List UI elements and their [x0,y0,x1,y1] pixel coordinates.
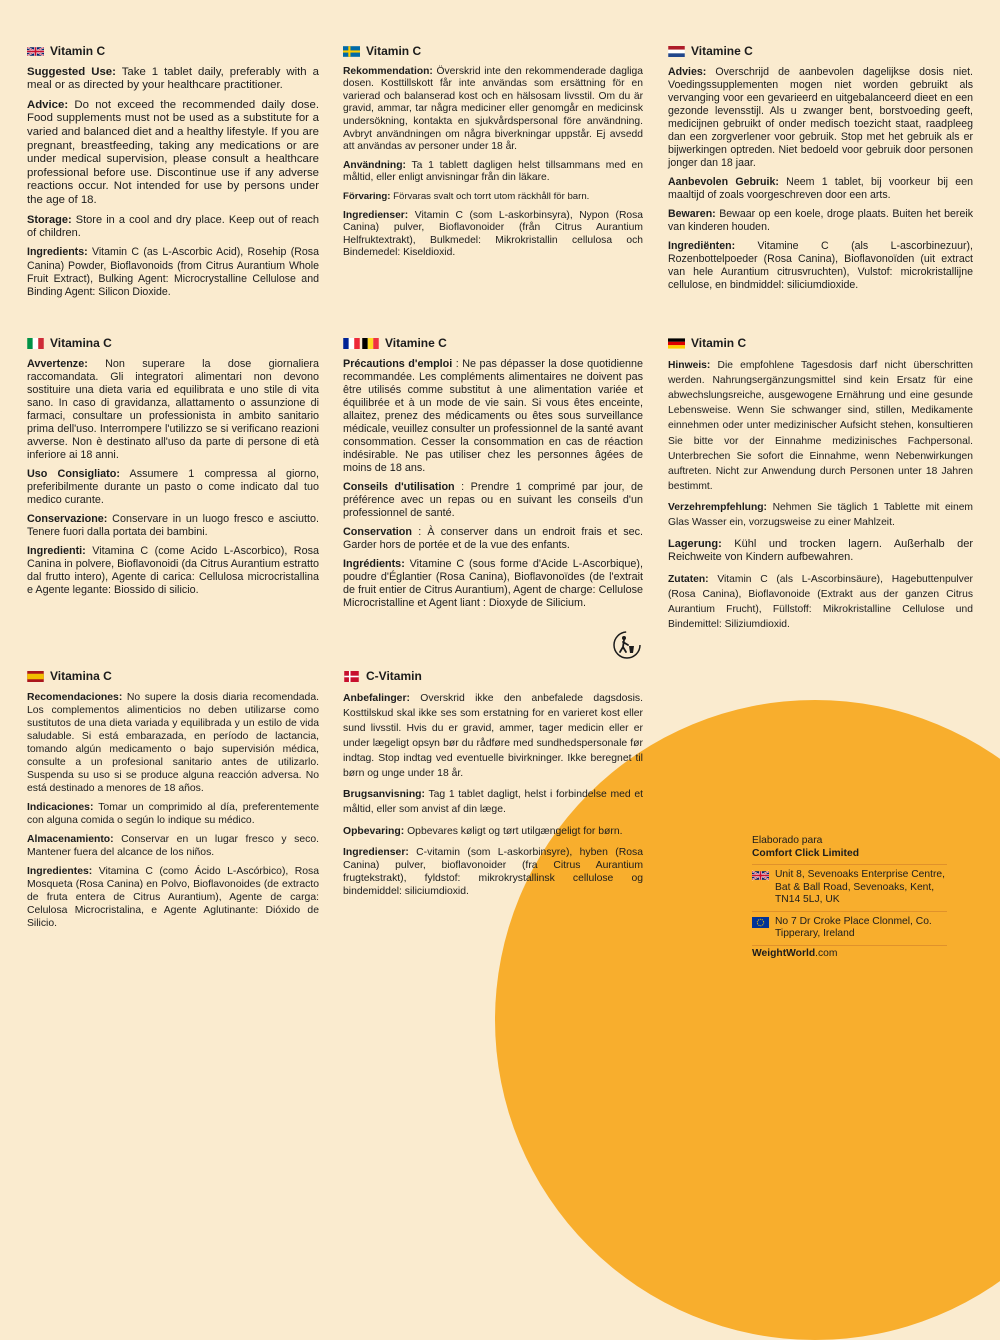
section-it [27,337,319,603]
germany-flag-icon [668,338,685,349]
paragraph-use: Användning: Ta 1 tablett dagligen helst tillsammans med en måltid, eller enligt anvisningar från din läkare. [343,159,643,184]
paragraph-recommendation: Rekommendation: Överskrid inte den rekommenderade dagliga dosen. Kosttillskott får inte användas som ersättning för en varierad och balanserad kost och en hälsosam livsstil. Om du är gravid, ammar, tar några mediciner eller genomgår en medicinsk undersökning, kontakta en sjukvårdspersonal före användning. Avbryt användningen om några biverkningar uppstår. Ej avsedd att användas av personer under 18 år. [343,65,643,153]
paragraph-recommendations: Recomendaciones: No supere la dosis diaria recomendada. Los complementos alimenticios no deben utilizarse como sustitutos de una dieta variada y equilibrada y un estilo de vida saludable. Si está embarazada, en período de lactancia, tomando algún medicamento o bajo supervisión médica, consulte a un profesional sanitario antes de utilizarlo. Suspenda su uso si se produce alguna reacción adversa. No está destinado a menores de 18 años. [27,691,319,794]
paragraph-ingredients: Ingrédients: Vitamine C (sous forme d'Acide L-Ascorbique), poudre d'Églantier (Rosa Canina), Bioflavonoïdes (de l'extrait de fruit entier de Citrus Aurantium), Agent de charge: Cellulose Microcristalline et Agent liant : Dioxyde de Silicium. [343,557,643,609]
section-header [27,337,319,350]
section-en [27,45,319,305]
paragraph-advice: Advice: Do not exceed the recommended daily dose. Food supplements must not be used as a substitute for a varied and balanced diet and a healthy lifestyle. If you are pregnant, breastfeeding, taking any medications or are under medical supervision, please consult a healthcare professional before use. Discontinue use if any adverse reactions occur. Not intended for use by persons under the age of 18. [27,98,319,206]
paragraph-storage: Conservazione: Conservare in un luogo fresco e asciutto. Tenere fuori dalla portata dei bambini. [27,512,319,538]
uk-address: Unit 8, Sevenoaks Enterprise Centre, Bat & Ball Road, Sevenoaks, Kent, TN14 5LJ, UK [775,869,945,905]
paragraph-ingredients: Ingredienti: Vitamina C (come Acido L-Ascorbico), Rosa Canina in polvere, Bioflavonoidi (da Citrus Aurantium estratto dal frutto intero), Agente di carica: Cellulosa microcristallina e Agente legante: Biossido di silicio. [27,544,319,596]
paragraph-ingredients: Ingredientes: Vitamina C (como Ácido L-Ascórbico), Rosa Mosqueta (Rosa Canina) en Polvo, Bioflavonoides (de extracto de fruta entera de Citrus Aurantium), Agente de carga: Celulosa Microcristalina, e Agente Aglutinante: Dióxido de Silicio. [27,865,319,929]
section-header [27,45,319,58]
section-header [343,337,643,350]
sweden-flag-icon [343,46,360,57]
paragraph-use: Conseils d'utilisation : Prendre 1 comprimé par jour, de préférence avec un repas ou en suivant les conseils d'un professionnel de santé. [343,480,643,519]
paragraph-ingredients: Ingredienser: C-vitamin (som L-askorbinsyre), hyben (Rosa Canina) pulver, bioflavonoider (fra Citrus Aurantium frugtekstrakt), fyldstof: mikrokrystallinsk cellulose og bindemiddel: siliciumdioxid. [343,846,643,897]
netherlands-flag-icon [668,46,685,57]
eu-address-row [752,912,947,946]
spain-flag-icon [27,671,44,682]
uk-flag-icon [752,870,769,881]
paragraph-use: Brugsanvisning: Tag 1 tablet dagligt, helst i forbindelse med et måltid, eller som anvist af din læge. [343,788,643,815]
section-sv [343,45,643,266]
paragraph-storage: Almacenamiento: Conservar en un lugar fresco y seco. Mantener fuera del alcance de los niños. [27,833,319,858]
company-name: Comfort Click Limited [752,848,947,866]
section-nl [668,45,973,298]
paragraph-ingredients: Ingredients: Vitamin C (as L-Ascorbic Acid), Rosehip (Rosa Canina) Powder, Bioflavonoids (from Citrus Aurantium Whole Fruit Extract), Bulking Agent: Microcrystalline Cellulose and Binding Agent: Silicon Dioxide. [27,246,319,298]
paragraph-storage: Lagerung: Kühl und trocken lagern. Außerhalb der Reichweite von Kindern aufbewahren. [668,538,973,564]
uk-flag-icon [27,46,44,57]
paragraph-storage: Förvaring: Förvaras svalt och torrt utom räckhåll för barn. [343,190,590,202]
uk-address-row [752,865,947,912]
section-header [668,45,973,58]
made-for-label: Elaborado para [752,835,823,846]
section-title: Vitamina C [50,669,112,683]
eu-flag-icon [752,917,769,928]
paragraph-storage: Storage: Store in a cool and dry place. Keep out of reach of children. [27,213,319,239]
section-title: Vitamin C [50,44,106,58]
section-header [668,337,973,350]
paragraph-use: Suggested Use: Take 1 tablet daily, preferably with a meal or as directed by your healthcare practitioner. [27,65,319,92]
paragraph-use: Aanbevolen Gebruik: Neem 1 tablet, bij voorkeur bij een maaltijd of zoals voorgeschreven door een arts. [668,175,973,201]
section-header [27,670,319,683]
paragraph-hint: Hinweis: Die empfohlene Tagesdosis darf nicht überschritten werden. Nahrungsergänzungsmittel sind kein Ersatz für eine abwechslungsreiche, ausgewogene Ernährung und eine gesunde Lebensweise. Wenn Sie schwanger sind, stillen, Medikamente einnehmen oder unter medizinischer Aufsicht stehen, konsultieren Sie bitte vor der Einnahme medizinisches Fachpersonal. Unterbrechen Sie sofort die Einnahme, wenn Nebenwirkungen auftreten. Nicht zur Anwendung durch Personen unter 18 Jahren bestimmt. [668,359,973,493]
paragraph-use: Uso Consigliato: Assumere 1 compressa al giorno, preferibilmente durante un pasto o come indicato dal tuo medico curante. [27,467,320,506]
france-flag-icon [343,338,360,349]
section-header [343,45,643,58]
section-header [343,670,643,683]
paragraph-recommendations: Anbefalinger: Overskrid ikke den anbefalede dagsdosis. Kosttilskud skal ikke ses som erstatning for en varieret kost eller sund livsstil. Hvis du er gravid, ammer, tager medicin eller er under lægeligt opsyn bør du rådføre med sundhedspersonale før indtag. Stop indtag ved eventuelle bivirkninger. Ikke beregnet til børn og unge under 18 år. [343,692,643,779]
paragraph-ingredients: Ingrediënten: Vitamine C (als L-ascorbinezuur), Rozenbottelpoeder (Rosa Canina), Bioflavonoïden (uit extract van hele Aurantium citrusvruchten), Vulstof: microkristallijne cellulose, en bindmiddel: siliciumdioxide. [668,239,973,291]
section-title: Vitamin C [366,44,422,58]
paragraph-ingredients: Ingredienser: Vitamin C (som L-askorbinsyra), Nypon (Rosa Canina) pulver, Bioflavonoider (från Citrus Aurantium Helfruktextrakt), Bulkmedel: Mikrokristallin cellulosa och Bindemedel: Kiseldioxid. [343,209,643,259]
section-title: Vitamin C [691,336,747,350]
section-title: Vitamina C [50,336,112,350]
tidyman-recycle-icon [612,630,642,660]
paragraph-warnings: Avvertenze: Non superare la dose giornaliera raccomandata. Gli integratori alimentari non devono sostituire una dieta varia ed equilibrata e uno stile di vita sano. In caso di gravidanza, allattamento o assunzione di farmaci, consultare un professionista in ambito sanitario prima dell'uso. Interrompere l'utilizzo se si verificano reazioni avverse. Non è destinato all'uso da parte di persone di età inferiore ai 18 anni. [27,357,319,461]
paragraph-precautions: Précautions d'emploi : Ne pas dépasser la dose quotidienne recommandée. Les compléments alimentaires ne doivent pas être utilisés comme substitut à une alimentation variée et équilibrée et à un mode de vie sain. Si vous êtes enceinte, allaitez, prenez des médicaments ou êtes sous surveillance médicale, veuillez consulter un professionnel de la santé avant consommation. Cesser la consommation en cas de réaction indésirable. Ne pas utiliser chez les personnes âgées de moins de 18 ans. [343,357,643,474]
section-es [27,670,319,936]
brand-link[interactable]: WeightWorld.com [752,947,838,959]
paragraph-storage: Bewaren: Bewaar op een koele, droge plaats. Buiten het bereik van kinderen houden. [668,207,973,233]
manufacturer-info [752,835,947,960]
section-de [668,337,973,638]
section-da [343,670,643,904]
denmark-flag-icon [343,671,360,682]
paragraph-storage: Opbevaring: Opbevares køligt og tørt utilgængeligt for børn. [343,825,623,837]
paragraph-use: Verzehrempfehlung: Nehmen Sie täglich 1 Tablette mit einem Glas Wasser ein, vorzugsweise zu einer Mahlzeit. [668,502,973,529]
belgium-flag-icon [362,338,379,349]
section-title: Vitamine C [691,44,753,58]
section-title: C-Vitamin [366,669,422,683]
paragraph-advice: Advies: Overschrijd de aanbevolen dagelijkse dosis niet. Voedingssupplementen mogen niet worden gebruikt als vervanging voor een gevarieerd en uitgebalanceerd dieet en een gezonde levensstijl. Als u zwanger bent, borstvoeding geeft, medicijnen gebruikt of onder medisch toezicht staat, raadpleeg dan een zorgverlener voor gebruik. Stop met het gebruik als er bijwerkingen optreden. Niet bedoeld voor gebruik door personen jonger dan 18 jaar. [668,65,973,169]
section-fr [343,337,643,616]
paragraph-storage: Conservation : À conserver dans un endroit frais et sec. Garder hors de portée et de la vue des enfants. [343,525,643,551]
eu-address: No 7 Dr Croke Place Clonmel, Co. Tipperary, Ireland [775,915,932,939]
italy-flag-icon [27,338,44,349]
paragraph-ingredients: Zutaten: Vitamin C (als L-Ascorbinsäure), Hagebuttenpulver (Rosa Canina), Bioflavonoide (Extrakt aus der ganzen Citrus Aurantium Frucht), Füllstoff: Mikrokristalline Cellulose und Bindemittel: Siliziumdioxid. [668,574,973,631]
paragraph-use: Indicaciones: Tomar un comprimido al día, preferentemente con alguna comida o según lo indique su médico. [27,801,319,826]
section-title: Vitamine C [385,336,447,350]
